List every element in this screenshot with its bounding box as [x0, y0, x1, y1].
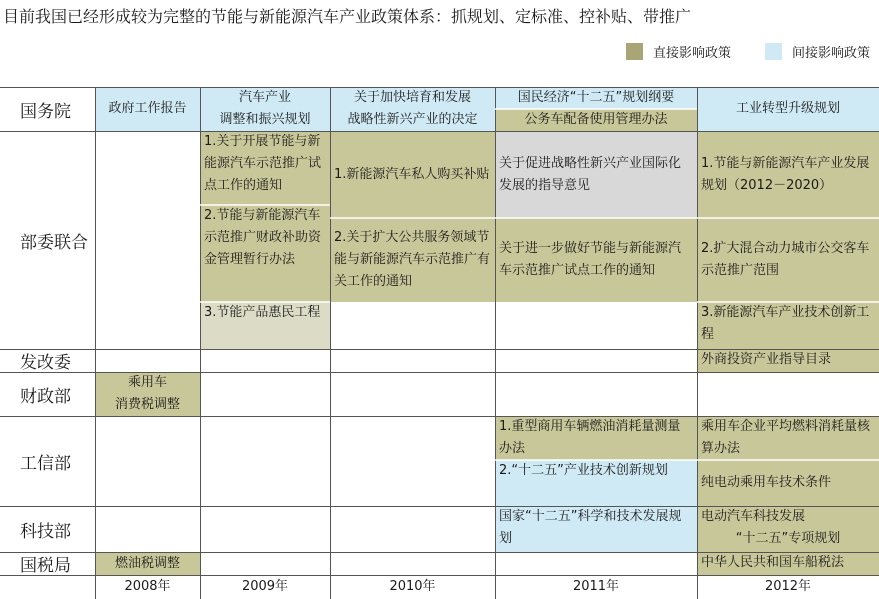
- cell-bw-2012-2: 2.扩大混合动力城市公交客车示范推广范围: [697, 218, 879, 302]
- cell-bw-2011-1: 关于促进战略性新兴产业国际化发展的指导意见: [495, 131, 697, 218]
- cell-gwy-2012: 工业转型升级规划: [697, 87, 879, 131]
- row-label-miit: 工信部: [20, 453, 71, 474]
- cell-gxb-2011-1: 1.重型商用车辆燃油消耗量测量办法: [495, 416, 697, 460]
- cell-kjb-2011: 国家“十二五”科学和技术发展规划: [495, 506, 697, 552]
- cell-gsj-2008: 燃油税调整: [95, 552, 200, 575]
- cell-gwy-2009: 汽车产业 调整和振兴规划: [200, 87, 330, 131]
- row-label-sat: 国税局: [20, 556, 71, 576]
- cell-bw-2009-3: 3.节能产品惠民工程: [200, 302, 330, 349]
- row-label-ndrc: 发改委: [20, 353, 71, 373]
- cell-bw-2011-2: 关于进一步做好节能与新能源汽车示范推广试点工作的通知: [495, 218, 697, 302]
- cell-gwy-2011-car: 公务车配备使用管理办法: [495, 109, 697, 131]
- legend-direct-label: 直接影响政策: [653, 46, 732, 61]
- cell-gwy-2008: 政府工作报告: [95, 87, 200, 131]
- cell-czb-2008: 乘用车 消费税调整: [95, 372, 200, 416]
- cell-gwy-2010: 关于加快培育和发展 战略性新兴产业的决定: [330, 87, 495, 131]
- cell-bw-2009-1: 1.关于开展节能与新能源汽车示范推广试点工作的通知: [200, 131, 330, 205]
- row-label-most: 科技部: [20, 521, 71, 542]
- cell-bw-2012-3: 3.新能源汽车产业技术创新工程: [697, 302, 879, 349]
- year-2010: 2010年: [389, 579, 436, 594]
- cell-kjb-2012: 电动汽车科技发展 “十二五”专项规划: [697, 506, 879, 552]
- cell-gsj-2012: 中华人民共和国车船税法: [697, 552, 879, 575]
- row-label-joint-ministries: 部委联合: [20, 232, 88, 253]
- year-2009: 2009年: [241, 579, 289, 594]
- row-label-state-council: 国务院: [20, 101, 71, 122]
- legend-indirect-label: 间接影响政策: [792, 46, 871, 61]
- year-2008: 2008年: [124, 579, 171, 594]
- cell-gxb-2012-2: 纯电动乘用车技术条件: [697, 460, 879, 506]
- cell-fgw-2012: 外商投资产业指导目录: [697, 349, 879, 372]
- cell-bw-2012-1: 1.节能与新能源汽车产业发展规划（2012－2020）: [697, 131, 879, 218]
- year-2011: 2011年: [572, 579, 620, 594]
- cell-gwy-2011-plan: 国民经济“十二五”规划纲要: [495, 87, 697, 109]
- page-title: 目前我国已经形成较为完整的节能与新能源汽车产业政策体系：抓规划、定标准、控补贴、带推广: [3, 7, 692, 26]
- cell-bw-2010-1: 1.新能源汽车私人购买补贴: [330, 131, 495, 218]
- row-label-mof: 财政部: [20, 386, 71, 407]
- cell-gxb-2012-1: 乘用车企业平均燃料消耗量核算办法: [697, 416, 879, 460]
- cell-bw-2010-2: 2.关于扩大公共服务领域节能与新能源汽车示范推广有关工作的通知: [330, 218, 495, 302]
- cell-bw-2009-2: 2.节能与新能源汽车示范推广财政补助资金管理暂行办法: [200, 205, 330, 302]
- year-2012: 2012年: [764, 579, 812, 594]
- cell-gxb-2011-2: 2.“十二五”产业技术创新规划: [495, 460, 697, 506]
